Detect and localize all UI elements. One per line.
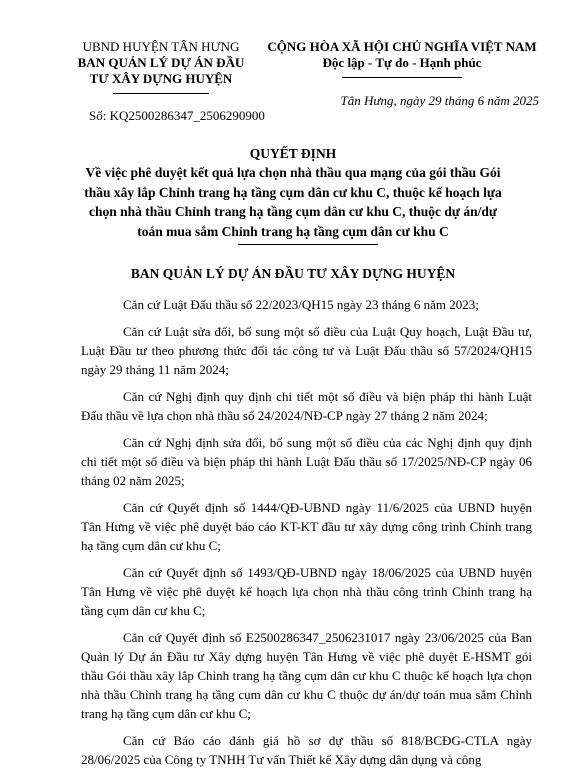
agency-underline — [113, 93, 209, 94]
document-title: QUYẾT ĐỊNH — [249, 146, 337, 161]
nation-title: CỘNG HÒA XÃ HỘI CHỦ NGHĨA VIỆT NAM — [267, 39, 537, 54]
agency-name-line1: BAN QUẢN LÝ DỰ ÁN ĐẦU — [77, 55, 245, 70]
legal-basis-paragraph: Căn cứ Luật sửa đổi, bổ sung một số điều của Luật Quy hoạch, Luật Đầu tư, Luật Đầu tư theo phương thức đối tác công tư và Luật Đấu thầu số 57/2024/QH15 ngày 29 tháng 11 năm 2024; — [81, 324, 532, 377]
document-body — [81, 295, 532, 777]
legal-basis-paragraph: Căn cứ Quyết định số 1444/QĐ-UBND ngày 11/6/2025 của UBND huyện Tân Hưng về việc phê duyệt báo cáo KT-KT đầu tư xây dựng công trình Chỉnh trang hạ tầng cụm dân cư khu C; — [81, 500, 532, 553]
agency-name-line2: TƯ XÂY DỰNG HUYỆN — [89, 71, 233, 86]
legal-basis-paragraph: Căn cứ Nghị định sửa đổi, bổ sung một số điều của các Nghị định quy định chi tiết một số điều và biện pháp thi hành Luật Đấu thầu số 17/2025/NĐ-CP ngày 06 tháng 02 năm 2025; — [81, 435, 532, 488]
national-motto-block — [254, 39, 550, 78]
agency-parent-name: UBND HUYỆN TÂN HƯNG — [82, 39, 240, 54]
issuing-authority-heading: BAN QUẢN LÝ DỰ ÁN ĐẦU TƯ XÂY DỰNG HUYỆN — [130, 266, 456, 281]
legal-basis-paragraph: Căn cứ Luật Đấu thầu số 22/2023/QH15 ngày 23 tháng 6 năm 2023; — [123, 297, 479, 312]
subject-underline — [238, 244, 378, 245]
legal-basis-paragraph: Căn cứ Nghị định quy định chi tiết một số điều và biện pháp thi hành Luật Đấu thầu về lựa chọn nhà thầu số 24/2024/NĐ-CP ngày 27 tháng 2 năm 2024; — [81, 389, 532, 423]
legal-basis-paragraph: Căn cứ Báo cáo đánh giá hồ sơ dự thầu số 818/BCĐG-CTLA ngày 28/06/2025 của Công ty TNHH Tư vấn Thiết kế Xây dựng dân dụng và công — [81, 733, 532, 767]
nation-motto: Độc lập - Tự do - Hạnh phúc — [322, 55, 482, 70]
issuing-agency-block — [76, 39, 246, 94]
document-subject: Về việc phê duyệt kết quả lựa chọn nhà thầu qua mạng của gói thầu Gói thầu xây lắp Chỉnh trang hạ tầng cụm dân cư khu C, thuộc kế hoạch lựa chọn nhà thầu Chỉnh trang hạ tầng cụm dân cư khu C, thuộc dự án/dự toán mua sắm Chỉnh trang hạ tầng cụm dân cư khu C — [84, 165, 502, 239]
document-number: Số: KQ2500286347_2506290900 — [89, 108, 265, 123]
document-date: Tân Hưng, ngày 29 tháng 6 năm 2025 — [340, 93, 539, 108]
motto-underline — [342, 77, 462, 78]
legal-basis-paragraph: Căn cứ Quyết định số 1493/QĐ-UBND ngày 18/06/2025 của UBND huyện Tân Hưng về việc phê duyệt kế hoạch lựa chọn nhà thầu công trình Chỉnh trang hạ tầng cụm dân cư khu C; — [81, 565, 532, 618]
legal-basis-paragraph: Căn cứ Quyết định số E2500286347_2506231017 ngày 23/06/2025 của Ban Quản lý Dự án Đầu tư Xây dựng huyện Tân Hưng về việc phê duyệt E-HSMT gói thầu Gói thầu xây lắp Chỉnh trang hạ tầng cụm dân cư khu C thuộc kế hoạch lựa chọn nhà thầu Chỉnh trang hạ tầng cụm dân cư khu C thuộc dự án/dự toán mua sắm Chỉnh trang hạ tầng cụm dân cư khu C; — [81, 630, 532, 721]
